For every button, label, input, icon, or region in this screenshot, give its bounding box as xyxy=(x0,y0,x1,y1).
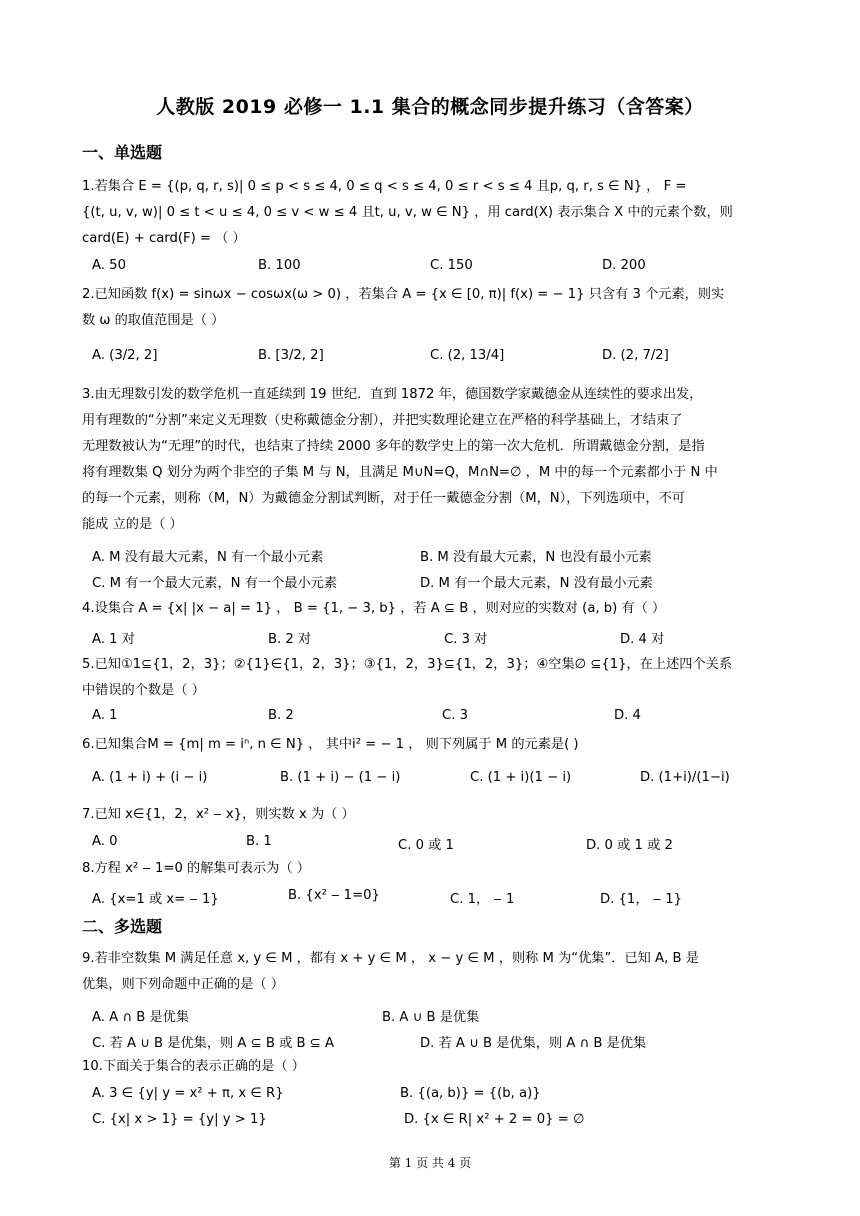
question-line: 10.下面关于集合的表示正确的是（ ） xyxy=(82,1059,305,1074)
option-c: C. 若 A ∪ B 是优集，则 A ⊆ B 或 B ⊆ A xyxy=(92,1036,334,1051)
options-10-row-2 xyxy=(92,1112,780,1136)
options-8 xyxy=(92,888,780,912)
option-a: A. 1 对 xyxy=(92,632,135,647)
option-b: B. {(a, b)} = {(b, a)} xyxy=(400,1086,541,1101)
section-heading-single-choice: 一、单选题 xyxy=(82,143,163,162)
option-b: B. 1 xyxy=(246,834,272,849)
option-d: D. 若 A ∪ B 是优集，则 A ∩ B 是优集 xyxy=(420,1036,647,1051)
option-a: A. (3/2, 2] xyxy=(92,348,158,363)
option-b: B. {x² ‒ 1=0} xyxy=(288,888,380,903)
option-d: D. {1， ‒ 1} xyxy=(600,892,683,907)
option-a: A. 50 xyxy=(92,258,126,273)
option-c: C. 150 xyxy=(430,258,473,273)
option-d: D. (1+i)/(1−i) xyxy=(640,770,730,785)
option-c: C. 1， ‒ 1 xyxy=(450,892,515,907)
options-4 xyxy=(92,628,780,652)
options-5 xyxy=(92,708,780,732)
option-a: A. (1 + i) + (i − i) xyxy=(92,770,208,785)
option-c: C. (1 + i)(1 − i) xyxy=(470,770,572,785)
question-line: 4.设集合 A = {x| |x − a| = 1} ， B = {1, − 3, b} ，若 A ⊆ B ，则对应的实数对 (a, b) 有（ ） xyxy=(82,601,666,616)
question-2 xyxy=(82,282,780,334)
option-a: A. A ∩ B 是优集 xyxy=(92,1010,190,1025)
option-a: A. M 没有最大元素，N 有一个最小元素 xyxy=(92,550,324,565)
question-6 xyxy=(82,732,780,758)
option-d: D. 4 xyxy=(614,708,641,723)
question-line: 6.已知集合M = {m| m = iⁿ, n ∈ N} ， 其中i² = − 1 ， 则下列属于 M 的元素是( ) xyxy=(82,737,579,752)
option-b: B. M 没有最大元素，N 也没有最小元素 xyxy=(420,550,652,565)
options-6 xyxy=(92,770,780,794)
question-5 xyxy=(82,652,780,704)
question-line: {(t, u, v, w)| 0 ≤ t < u ≤ 4, 0 ≤ v < w ≤ 4 且t, u, v, w ∈ N} ，用 card(X) 表示集合 X 中的元素个数，则 xyxy=(82,205,733,220)
page-title: 人教版 2019 必修一 1.1 集合的概念同步提升练习（含答案） xyxy=(156,96,704,118)
options-3-row-2 xyxy=(92,572,780,596)
question-4 xyxy=(82,596,780,622)
options-7 xyxy=(92,834,780,858)
question-line: 1.若集合 E = {(p, q, r, s)| 0 ≤ p < s ≤ 4, 0 ≤ q < s ≤ 4, 0 ≤ r < s ≤ 4 且p, q, r, s ∈ N} ， F = xyxy=(82,179,687,194)
question-line: 8.方程 x² ‒ 1=0 的解集可表示为（ ） xyxy=(82,861,310,876)
question-line: 5.已知①1⊆{1，2，3}；②{1}∈{1，2，3}；③{1，2，3}⊆{1，2，3}；④空集∅ ⊆{1}，在上述四个关系 xyxy=(82,657,733,672)
question-line: card(E) + card(F) = （ ） xyxy=(82,231,246,246)
question-line: 用有理数的“分割”来定义无理数（史称戴德金分割），并把实数理论建立在严格的科学基础上，才结束了 xyxy=(82,413,683,428)
question-1 xyxy=(82,174,780,252)
question-line: 数 ω 的取值范围是（ ） xyxy=(82,313,225,328)
question-line: 无理数被认为“无理”的时代，也结束了持续 2000 多年的数学史上的第一次大危机．所谓戴德金分割，是指 xyxy=(82,439,705,454)
option-b: B. [3/2, 2] xyxy=(258,348,324,363)
option-b: B. 2 对 xyxy=(268,632,312,647)
question-7 xyxy=(82,802,780,828)
question-line: 2.已知函数 f(x) = sinωx − cosωx(ω > 0) ，若集合 A = {x ∈ [0, π)| f(x) = − 1} 只含有 3 个元素，则实 xyxy=(82,287,725,302)
options-10-row-1 xyxy=(92,1086,780,1110)
question-9 xyxy=(82,946,780,998)
question-line: 将有理数集 Q 划分为两个非空的子集 M 与 N，且满足 M∪N=Q，M∩N=∅ ，M 中的每一个元素都小于 N 中 xyxy=(82,465,718,480)
option-b: B. A ∪ B 是优集 xyxy=(382,1010,480,1025)
option-c: C. 3 对 xyxy=(444,632,488,647)
question-line: 的每一个元素，则称（M，N）为戴德金分割试判断，对于任一戴德金分割（M，N），下列选项中，不可 xyxy=(82,491,685,506)
options-1 xyxy=(92,258,780,282)
option-a: A. {x=1 或 x= ‒ 1} xyxy=(92,892,219,907)
question-10 xyxy=(82,1054,780,1080)
option-b: B. 2 xyxy=(268,708,294,723)
options-3-row-1 xyxy=(92,546,780,570)
option-d: D. M 有一个最大元素，N 没有最小元素 xyxy=(420,576,653,591)
option-d: D. 0 或 1 或 2 xyxy=(586,838,673,853)
question-3 xyxy=(82,382,780,538)
option-a: A. 1 xyxy=(92,708,118,723)
option-c: C. {x| x > 1} = {y| y > 1} xyxy=(92,1112,267,1127)
option-d: D. 4 对 xyxy=(620,632,665,647)
option-c: C. 0 或 1 xyxy=(398,838,454,853)
question-line: 9.若非空数集 M 满足任意 x, y ∈ M ，都有 x + y ∈ M ， x − y ∈ M ，则称 M 为“优集”．已知 A, B 是 xyxy=(82,951,699,966)
options-9-row-1 xyxy=(92,1006,780,1030)
options-9-row-2 xyxy=(92,1032,780,1056)
option-a: A. 0 xyxy=(92,834,118,849)
question-line: 优集，则下列命题中正确的是（ ） xyxy=(82,977,285,992)
page-footer: 第 1 页 共 4 页 xyxy=(388,1156,472,1170)
question-line: 3.由无理数引发的数学危机一直延续到 19 世纪．直到 1872 年，德国数学家戴德金从连续性的要求出发， xyxy=(82,387,703,402)
options-2 xyxy=(92,348,780,372)
question-line: 能成 立的是（ ） xyxy=(82,517,183,532)
question-line: 中错误的个数是（ ） xyxy=(82,683,205,698)
option-b: B. (1 + i) − (1 − i) xyxy=(280,770,401,785)
option-c: C. (2, 13/4] xyxy=(430,348,505,363)
option-a: A. 3 ∈ {y| y = x² + π, x ∈ R} xyxy=(92,1086,284,1101)
section-heading-multiple-choice: 二、多选题 xyxy=(82,917,163,936)
question-line: 7.已知 x∈{1，2，x² ‒ x}，则实数 x 为（ ） xyxy=(82,807,355,822)
option-d: D. (2, 7/2] xyxy=(602,348,669,363)
question-8 xyxy=(82,856,780,882)
option-c: C. 3 xyxy=(442,708,468,723)
option-d: D. {x ∈ R| x² + 2 = 0} = ∅ xyxy=(404,1112,585,1127)
option-d: D. 200 xyxy=(602,258,646,273)
option-b: B. 100 xyxy=(258,258,301,273)
option-c: C. M 有一个最大元素，N 有一个最小元素 xyxy=(92,576,338,591)
